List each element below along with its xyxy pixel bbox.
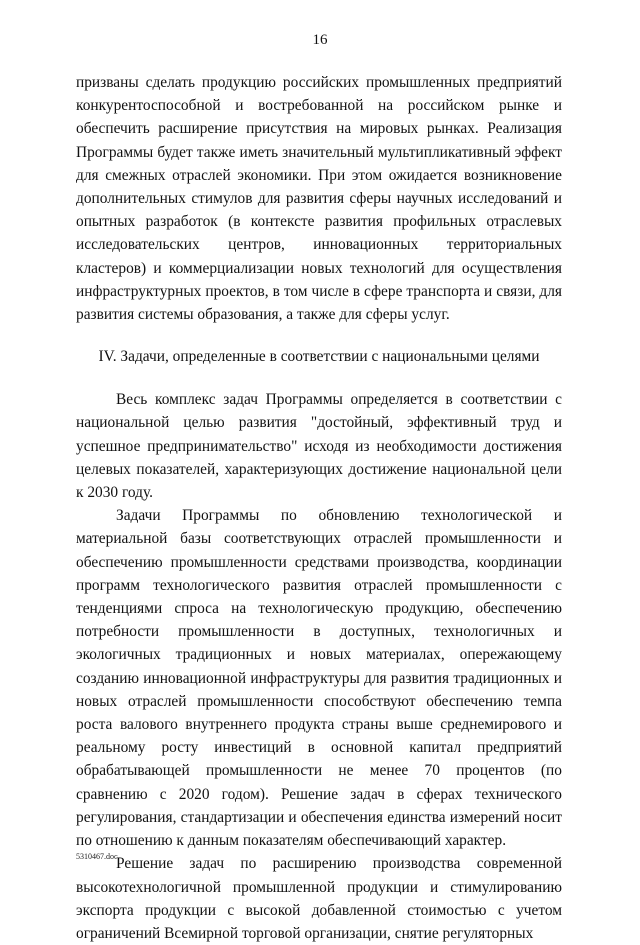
section-heading: IV. Задачи, определенные в соответствии с национальными целями — [98, 348, 540, 366]
paragraph: Весь комплекс задач Программы определяется в соответствии с национальной целью развития "достойный, эффективный труд и успешное предпринимательство" исходя из необходимости достижения целевых показателей, характеризующих достижение национальной цели к 2030 году. — [76, 391, 562, 502]
footer-filename: 5310467.doc — [76, 852, 118, 861]
paragraph-continuation: призваны сделать продукцию российских промышленных предприятий конкурентоспособной и востребованной на российском рынке и обеспечить расширение присутствия на мировых рынках. Реализация Программы будет также иметь значительный мультипликативный эффект для смежных отраслей экономики. При этом ожидается возникновение дополнительных стимулов для развития сферы научных исследований и опытных разработок (в контексте развития профильных отраслевых исследовательских центров, инновационных территориальных кластеров) и коммерциализации новых технологий для осуществления инфраструктурных проектов, в том числе в сфере транспорта и связи, для развития системы образования, а также для сферы услуг. — [76, 74, 562, 324]
paragraph: Задачи Программы по обновлению технологической и материальной базы соответствующих отраслей промышленности и обеспечению промышленности средствами производства, координации программ технологического развития отраслей промышленности с тенденциями спроса на технологическую продукцию, обеспечению потребности промышленности в доступных, технологичных и экологичных традиционных и новых материалах, опережающему созданию инновационной инфраструктуры для развития традиционных и новых отраслей промышленности способствуют обеспечению темпа роста валового внутреннего продукта страны выше среднемирового и реальному росту инвестиций в основной капитал предприятий обрабатывающей промышленности не менее 70 процентов (по сравнению с 2020 годом). Решение задач в сферах технического регулирования, стандартизации и обеспечения единства измерений носит по отношению к данным показателям обеспечивающий характер. — [76, 507, 562, 850]
paragraph: Решение задач по расширению производства современной высокотехнологичной промышленной продукции и стимулированию экспорта продукции с высокой добавленной стоимостью с учетом ограничений Всемирной торговой организации, снятие регуляторных — [76, 855, 562, 942]
document-body — [76, 71, 562, 945]
page-number: 16 — [312, 32, 328, 48]
